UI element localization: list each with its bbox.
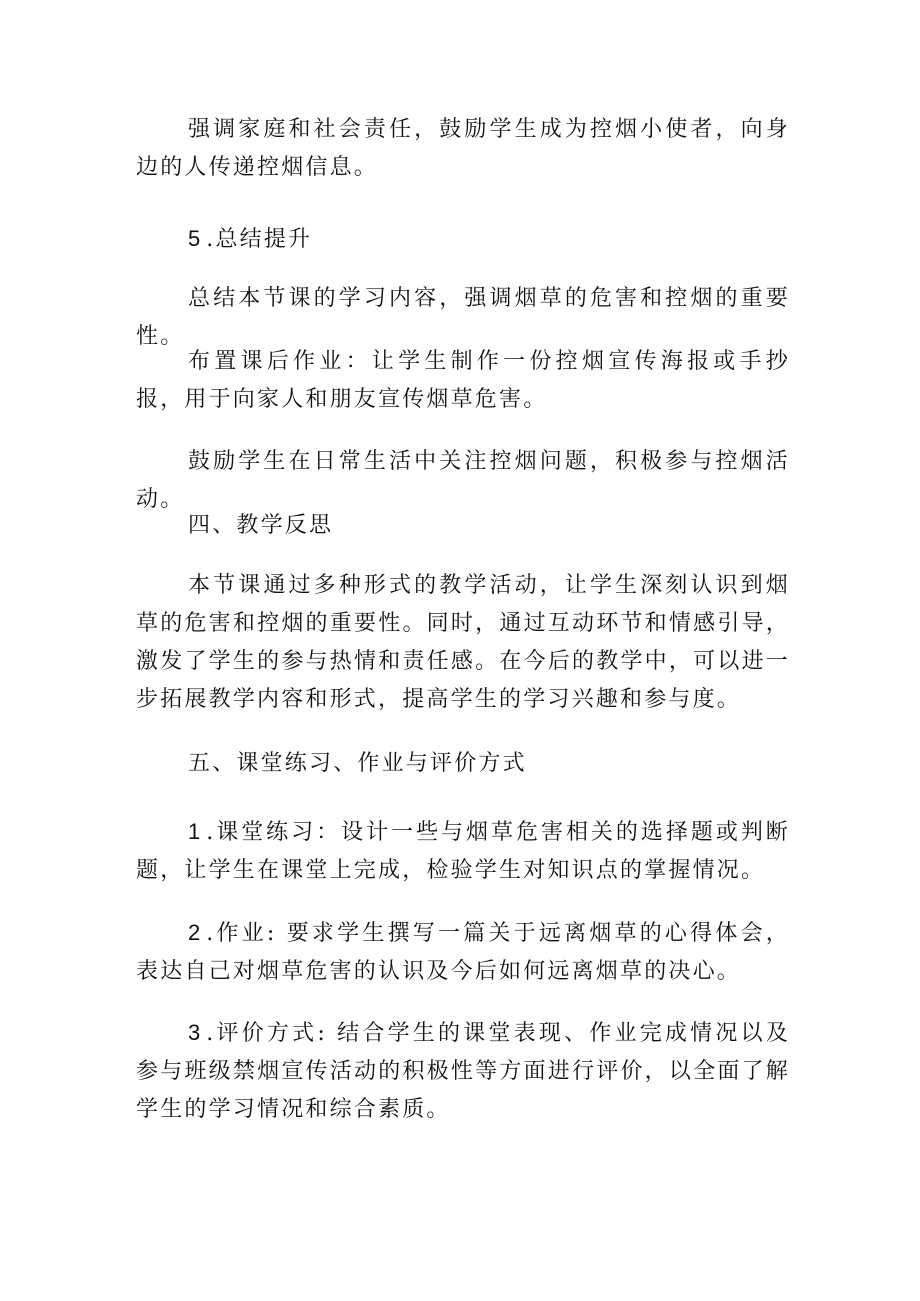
paragraph-text: 鼓励学生在日常生活中关注控烟问题，积极参与控烟活动。 [136, 449, 790, 512]
paragraph-text: 本节课通过多种形式的教学活动，让学生深刻认识到烟草的危害和控烟的重要性。同时，通过互动环节和情感引导，激发了学生的参与热情和责任感。在今后的教学中，可以进一步拓展教学内容和形式，提高学生的学习兴趣和参与度。 [136, 573, 790, 712]
paragraph-text: 总结本节课的学习内容，强调烟草的危害和控烟的重要性。 [136, 286, 790, 349]
heading-text: .总结提升 [206, 227, 313, 252]
paragraph-homework [136, 343, 790, 419]
item-number: 2 [188, 920, 207, 945]
heading-practice [188, 745, 527, 783]
paragraph-reflection [136, 567, 790, 719]
item-text: .作业: 要求学生撰写一篇关于远离烟草的心得体会，表达自己对烟草危害的认识及今后如何远离烟草的决心。 [136, 921, 790, 984]
list-item-classroom-practice [136, 813, 790, 890]
item-number: 3 [188, 1020, 207, 1045]
paragraph-text: 布置课后作业：让学生制作一份控烟宣传海报或手抄报，用于向家人和朋友宣传烟草危害。 [136, 349, 790, 412]
item-number: 1 [188, 819, 207, 844]
heading-number: 5 [188, 226, 207, 251]
list-item-evaluation [136, 1014, 790, 1129]
heading-text: 四、教学反思 [188, 513, 334, 538]
paragraph-text: 强调家庭和社会责任，鼓励学生成为控烟小使者，向身边的人传递控烟信息。 [136, 117, 790, 180]
item-text: .评价方式: 结合学生的课堂表现、作业完成情况以及参与班级禁烟宣传活动的积极性等方面进行评价，以全面了解学生的学习情况和综合素质。 [136, 1021, 790, 1122]
heading-reflection [188, 507, 333, 545]
heading-summary [188, 220, 312, 259]
heading-text: 五、课堂练习、作业与评价方式 [188, 751, 527, 776]
list-item-homework [136, 914, 790, 991]
item-text: .课堂练习：设计一些与烟草危害相关的选择题或判断题，让学生在课堂上完成，检验学生对知识点的掌握情况。 [136, 820, 790, 883]
paragraph-family-responsibility [136, 111, 790, 187]
